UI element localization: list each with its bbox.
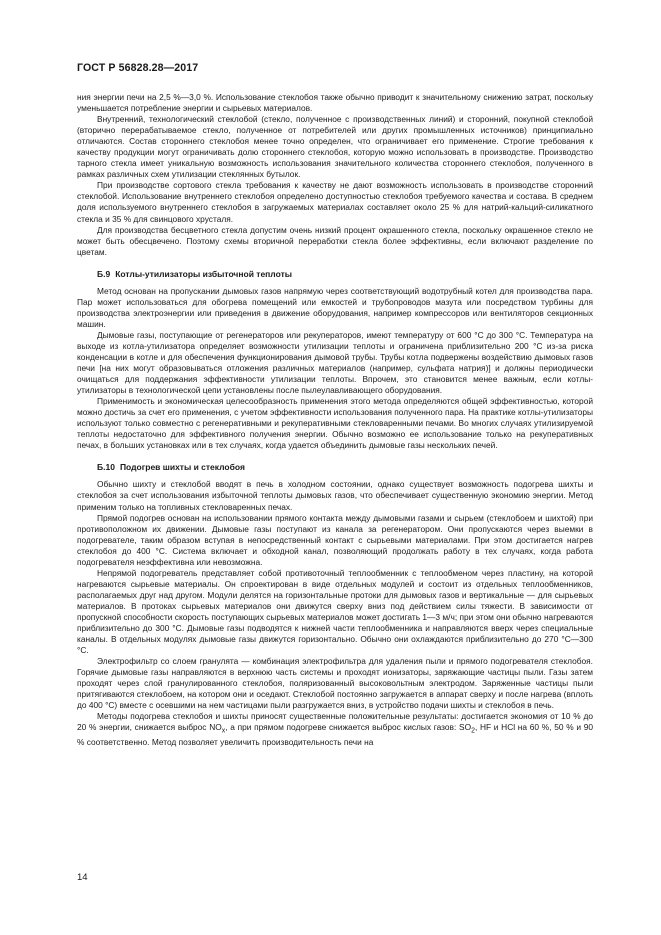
paragraph: ния энергии печи на 2,5 %—3,0 %. Использование стеклобоя также обычно приводит к значительному снижению затрат, поскольку уменьшается потребление энергии и сырьевых материалов. bbox=[77, 92, 593, 114]
paragraph: Внутренний, технологический стеклобой (стекло, полученное с производственных линий) и сторонний, покупной стеклобой (вторично перерабатываемое стекло, полученное от потребителей или других промышленных источников) принципиально отличаются. Состав стороннего стеклобоя менее точно определен, что ограничивает его применение. Строгие требования к качеству продукции могут ограничивать долю стороннего стеклобоя, которую можно использовать в производстве. Производство тарного стекла имеет уникальную возможность использования значительного количества стороннего стеклобоя, полученного в рамках различных схем утилизации стеклянных бутылок. bbox=[77, 114, 593, 180]
paragraph: Дымовые газы, поступающие от регенераторов или рекуператоров, имеют температуру от 600 °С до 300 °С. Температура на выходе из котла-утилизатора определяет возможности утилизации теплоты и ограничена приблизительно 200 °С из-за риска конденсации в котле и для обеспечения функционирования дымовой трубы. Трубы котла подвержены воздействию дымовых газов печи [на них могут образовываться отложения различных материалов (например, сульфата натрия)] и должны периодически очищаться для поддержания эффективности утилизации теплоты. Впрочем, это становится менее важным, если котлы-утилизаторы в технологической цепи установлены после пылеулавливающего оборудования. bbox=[77, 329, 593, 396]
paragraph: Для производства бесцветного стекла допустим очень низкий процент окрашенного стекла, поскольку окрашенное стекло не может быть обесцвечено. Поэтому схемы вторичной переработки стекла более эффективны, если включают разделение по цветам. bbox=[77, 224, 593, 257]
paragraph: Прямой подогрев основан на использовании прямого контакта между дымовыми газами и сырьем (стеклобоем и шихтой) при противоположном их движении. Дымовые газы поступают из канала за регенератором. Они пропускаются через выемки в подогревателе, таким образом вступая в непосредственный контакт с сырьевыми материалами. При этом достигается нагрев стеклобоя до 400 °С. Система включает и обходной канал, позволяющий продолжать работу в тех случаях, когда работа подогревателя неэффективна или невозможна. bbox=[77, 512, 593, 567]
section-heading-b10 bbox=[77, 462, 593, 473]
document-body bbox=[77, 92, 593, 748]
section-number: Б.10 bbox=[97, 462, 115, 473]
paragraph: Непрямой подогреватель представляет собой противоточный теплообменник с теплообменом через пластину, на которой нагреваются сырьевые материалы. Он спроектирован в виде отдельных модулей и состоит из отдельных теплообменников, располагаемых друг над другом. Модули делятся на горизонтальные протоки для дымовых газов и вертикальные — для сырьевых материалов. В протоках сырьевых материалов они движутся сверху вниз под действием силы тяжести. В зависимости от пропускной способности скорость поступающих сырьевых материалов может достигать 1—3 м/ч; при этом они обычно нагреваются приблизительно до 300 °С. Дымовые газы подводятся к нижней части теплообменника и направляются вверх через специальные каналы. В отдельных модулях дымовые газы движутся горизонтально. Обычно они охлаждаются приблизительно до 270 °С—300 °С. bbox=[77, 567, 593, 656]
subscript: x bbox=[221, 728, 226, 736]
page-number: 14 bbox=[77, 872, 88, 883]
paragraph: Применимость и экономическая целесообразность применения этого метода определяются общей эффективностью, которой можно достичь за счет его применения, с учетом эффективности использования полученного пара. На практике котлы-утилизаторы используют только совместно с регенеративными и рекуперативными стекловаренными печами. Во многих случаях утилизируемой теплоты недостаточно для эффективного получения энергии. Обычно возможно ее использование только на рекуперативных печах, в больших установках или в тех случаях, когда удается объединить дымовые газы нескольких печей. bbox=[77, 396, 593, 451]
text-run: , а при прямом подогреве снижается выброс кислых газов: SO bbox=[225, 722, 472, 733]
text-run: , HF и HCl на 60 %, 50 % и 90 % соответственно. Метод позволяет увеличить производительность печи на bbox=[77, 722, 593, 748]
paragraph: При производстве сортового стекла требования к качеству не дают возможность использовать в производстве сторонний стеклобой. Использование внутреннего стеклобоя определено доступностью стеклобоя требуемого качества и состава. В среднем доля используемого внутреннего стеклобоя в загружаемых материалах составляет около 25 % для натрий-кальций-силикатного стекла и 35 % для свинцового хрусталя. bbox=[77, 180, 593, 224]
subscript: 2 bbox=[471, 728, 475, 736]
document-header: ГОСТ Р 56828.28—2017 bbox=[77, 62, 199, 74]
section-heading-b9 bbox=[77, 269, 593, 280]
text-run: Методы подогрева стеклобоя и шихты приносят существенные положительные результаты: достигается экономия от 10 % до 20 % энергии, снижается выброс NO bbox=[77, 711, 593, 733]
paragraph: Метод основан на пропускании дымовых газов напрямую через соответствующий водотрубный котел для производства пара. Пар может использоваться для обогрева помещений или емкостей и трубопроводов мазута или посредством турбины для производства электроэнергии или приведения в движение оборудования, например компрессоров или вентиляторов секционных машин. bbox=[77, 285, 593, 329]
section-number: Б.9 bbox=[97, 268, 111, 279]
section-title: Подогрев шихты и стеклобоя bbox=[119, 462, 245, 473]
paragraph-last bbox=[77, 711, 593, 748]
paragraph: Обычно шихту и стеклобой вводят в печь в холодном состоянии, однако существует возможность подогрева шихты и стеклобоя за счет использования избыточной теплоты дымовых газов, что обеспечивает существенную экономию энергии. Метод применим только на топливных стекловаренных печах. bbox=[77, 479, 593, 512]
section-title: Котлы-утилизаторы избыточной теплоты bbox=[115, 268, 292, 279]
paragraph: Электрофильтр со слоем гранулята — комбинация электрофильтра для удаления пыли и прямого подогревателя стеклобоя. Горячие дымовые газы направляются в верхнюю часть системы и проходят ионизаторы, заряжающие частицы пыли. Газы затем проходят через слой гранулированного стеклобоя, поляризованный высоковольтным электродом. Заряженные частицы пыли притягиваются стеклобоем, на котором они и оседают. Стеклобой постоянно загружается в аппарат сверху и после нагрева (вплоть до 400 °С) вместе с осевшими на нем частицами пыли разгружается вниз, в устройство подачи шихты и стеклобоя в печь. bbox=[77, 656, 593, 711]
